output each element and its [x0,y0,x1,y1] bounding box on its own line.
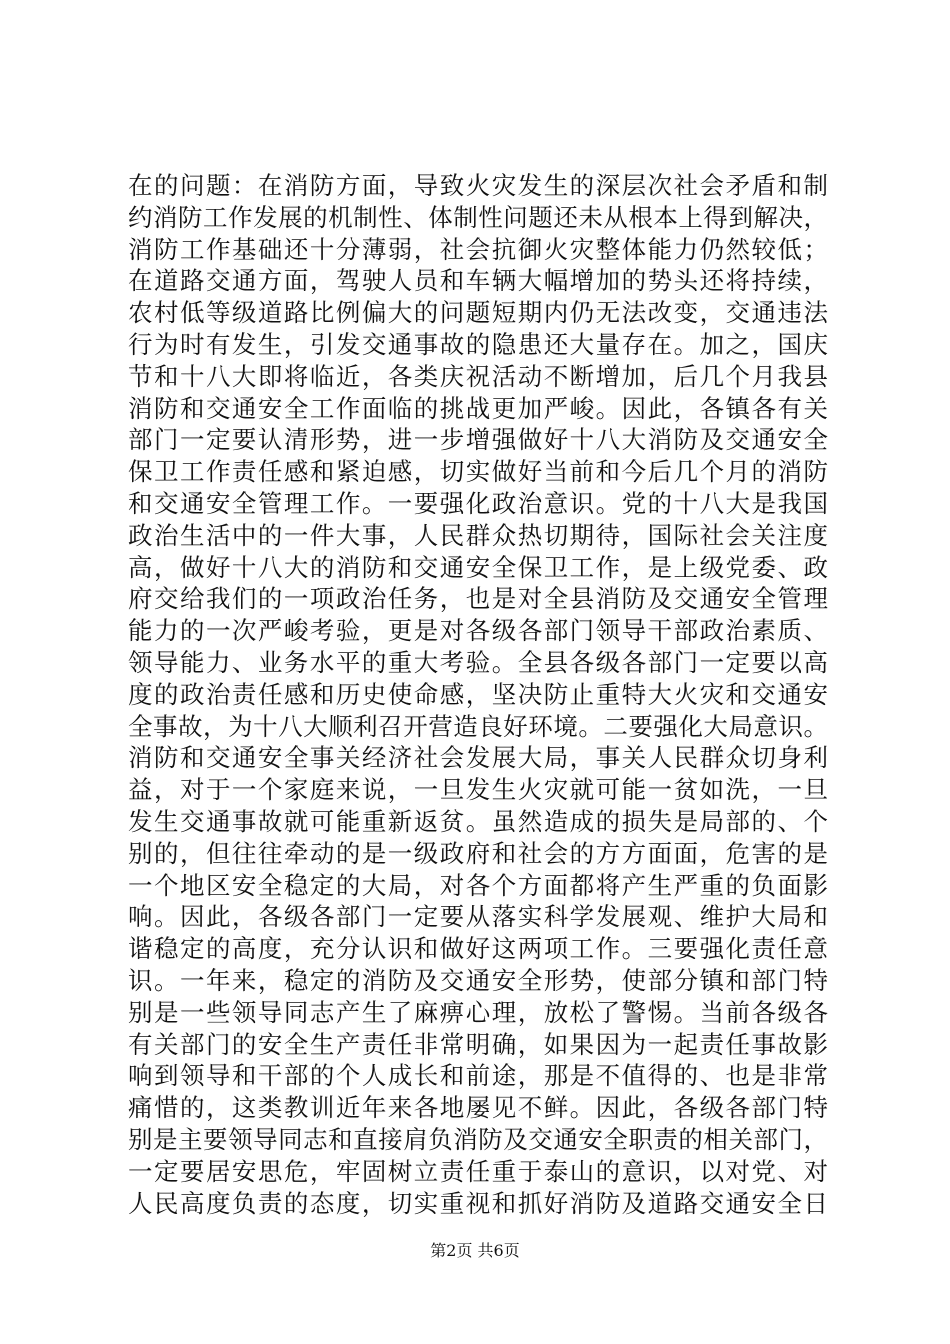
text-line: 别的，但往往牵动的是一级政府和社会的方方面面，危害的是 [128,838,828,868]
text-line: 农村低等级道路比例偏大的问题短期内仍无法改变，交通违法 [128,298,828,328]
text-line: 谐稳定的高度，充分认识和做好这两项工作。三要强化责任意 [128,934,828,964]
text-line: 别是一些领导同志产生了麻痹心理，放松了警惕。当前各级各 [128,997,828,1027]
text-line: 有关部门的安全生产责任非常明确，如果因为一起责任事故影 [128,1029,828,1059]
text-line: 消防工作基础还十分薄弱，社会抗御火灾整体能力仍然较低； [128,234,828,264]
text-line: 消防和交通安全工作面临的挑战更加严峻。因此，各镇各有关 [128,393,828,423]
page-number-footer: 第2页 共6页 [430,1241,520,1260]
text-line: 人民高度负责的态度，切实重视和抓好消防及道路交通安全日 [128,1188,828,1218]
text-line: 政治生活中的一件大事，人民群众热切期待，国际社会关注度 [128,520,828,550]
text-line: 节和十八大即将临近，各类庆祝活动不断增加，后几个月我县 [128,361,828,391]
text-line: 在的问题：在消防方面，导致火灾发生的深层次社会矛盾和制 [128,171,828,200]
text-line: 一定要居安思危，牢固树立责任重于泰山的意识，以对党、对 [128,1156,828,1186]
text-line: 和交通安全管理工作。一要强化政治意识。党的十八大是我国 [128,488,828,518]
text-line: 领导能力、业务水平的重大考验。全县各级各部门一定要以高 [128,647,828,677]
text-line: 度的政治责任感和历史使命感，坚决防止重特大火灾和交通安 [128,679,828,709]
text-line: 一个地区安全稳定的大局，对各个方面都将产生严重的负面影 [128,870,828,900]
text-line: 高，做好十八大的消防和交通安全保卫工作，是上级党委、政 [128,552,828,582]
body-text [128,170,828,1219]
text-line: 部门一定要认清形势，进一步增强做好十八大消防及交通安全 [128,425,828,455]
text-line: 痛惜的，这类教训近年来各地屡见不鲜。因此，各级各部门特 [128,1093,828,1123]
text-line: 益，对于一个家庭来说，一旦发生火灾就可能一贫如洗，一旦 [128,775,828,805]
text-line: 能力的一次严峻考验，更是对各级各部门领导干部政治素质、 [128,616,828,646]
text-line: 行为时有发生，引发交通事故的隐患还大量存在。加之，国庆 [128,329,828,359]
text-line: 发生交通事故就可能重新返贫。虽然造成的损失是局部的、个 [128,806,828,836]
text-line: 响到领导和干部的个人成长和前途，那是不值得的、也是非常 [128,1061,828,1091]
text-line: 府交给我们的一项政治任务，也是对全县消防及交通安全管理 [128,584,828,614]
text-line: 保卫工作责任感和紧迫感，切实做好当前和今后几个月的消防 [128,457,828,487]
text-line: 识。一年来，稳定的消防及交通安全形势，使部分镇和部门特 [128,965,828,995]
text-line: 约消防工作发展的机制性、体制性问题还未从根本上得到解决， [128,202,828,232]
text-line: 全事故，为十八大顺利召开营造良好环境。二要强化大局意识。 [128,711,828,741]
text-line: 在道路交通方面，驾驶人员和车辆大幅增加的势头还将持续， [128,266,828,296]
text-line: 别是主要领导同志和直接肩负消防及交通安全职责的相关部门， [128,1124,828,1154]
text-line: 响。因此，各级各部门一定要从落实科学发展观、维护大局和 [128,902,828,932]
text-line: 消防和交通安全事关经济社会发展大局，事关人民群众切身利 [128,743,828,773]
